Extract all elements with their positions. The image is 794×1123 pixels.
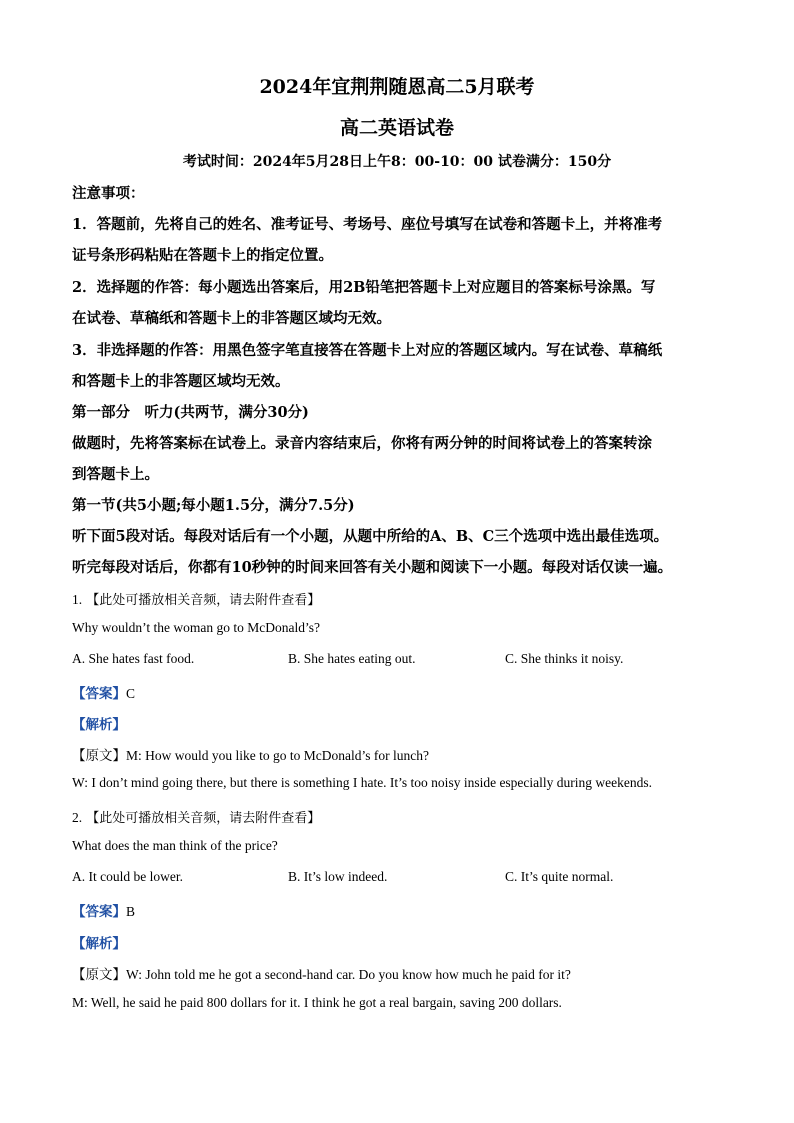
notice-item-1: 1．答题前，先将自己的姓名、准考证号、考场号、座位号填写在试卷和答题卡上，并将准考 [72, 216, 663, 233]
answer-label: 【答案】 [72, 686, 126, 702]
notice-item-1-cont: 证号条形码粘贴在答题卡上的指定位置。 [72, 247, 333, 264]
question-1-original-cont: W: I don’t mind going there, but there is something I hate. It’s too noisy inside especially during weekends. [72, 775, 653, 790]
notice-heading: 注意事项： [72, 185, 145, 202]
original-text: M: How would you like to go to McDonald’s for lunch? [126, 748, 429, 763]
question-2-answer [72, 900, 135, 920]
notice-item-2: 2．选择题的作答：每小题选出答案后，用2B铅笔把答题卡上对应题目的答案标号涂黑。写 [72, 279, 656, 296]
original-text: W: John told me he got a second-hand car. Do you know how much he paid for it? [126, 967, 571, 982]
answer-label: 【答案】 [72, 904, 126, 920]
question-1-text: Why wouldn’t the woman go to McDonald’s? [72, 620, 320, 635]
question-1-audio-note [72, 589, 320, 608]
original-label: 【原文】 [72, 967, 126, 983]
question-1-option-b: B. She hates eating out. [288, 651, 416, 666]
question-2-option-a: A. It could be lower. [72, 869, 183, 884]
question-1-original [72, 744, 429, 764]
exam-info: 考试时间：2024年5月28日上午8：00-10：00 试卷满分：150分 [182, 154, 612, 170]
part1-heading: 第一部分 听力(共两节，满分30分) [72, 404, 309, 421]
notice-item-3: 3．非选择题的作答：用黑色签字笔直接答在答题卡上对应的答题区域内。写在试卷、草稿纸 [72, 342, 663, 359]
question-1-option-c: C. She thinks it noisy. [505, 651, 624, 666]
question-2-original [72, 963, 571, 983]
question-number: 1. [72, 592, 83, 607]
question-2-original-cont: M: Well, he said he paid 800 dollars for it. I think he got a real bargain, saving 200 dollars. [72, 995, 562, 1010]
section1-instruction-cont: 听完每段对话后，你都有10秒钟的时间来回答有关小题和阅读下一小题。每段对话仅读一遍。 [72, 559, 673, 576]
exam-title: 2024年宜荆荆随恩高二5月联考 [259, 76, 535, 98]
part1-instruction: 做题时，先将答案标在试卷上。录音内容结束后，你将有两分钟的时间将试卷上的答案转涂 [72, 435, 652, 452]
question-2-option-b: B. It’s low indeed. [288, 869, 388, 884]
question-1-answer [72, 682, 135, 702]
question-2-text: What does the man think of the price? [72, 838, 278, 853]
question-1-option-a: A. She hates fast food. [72, 651, 195, 666]
question-2-audio-note [72, 807, 320, 826]
audio-note[interactable]: 【此处可播放相关音频，请去附件查看】 [86, 811, 321, 826]
question-number: 2. [72, 810, 83, 825]
notice-item-2-cont: 在试卷、草稿纸和答题卡上的非答题区域均无效。 [72, 310, 391, 327]
audio-note[interactable]: 【此处可播放相关音频，请去附件查看】 [86, 593, 321, 608]
section1-instruction: 听下面5段对话。每段对话后有一个小题，从题中所给的A、B、C三个选项中选出最佳选项。 [72, 528, 669, 545]
part1-instruction-cont: 到答题卡上。 [72, 466, 159, 483]
question-1-analysis-label: 【解析】 [72, 717, 126, 733]
original-label: 【原文】 [72, 748, 126, 764]
answer-value: C [126, 686, 136, 701]
question-2-option-c: C. It’s quite normal. [505, 869, 614, 884]
question-2-analysis-label: 【解析】 [72, 936, 126, 952]
section1-heading: 第一节(共5小题;每小题1.5分，满分7.5分) [72, 497, 355, 514]
exam-subtitle: 高二英语试卷 [339, 117, 454, 139]
notice-item-3-cont: 和答题卡上的非答题区域均无效。 [72, 373, 290, 390]
answer-value: B [126, 904, 136, 919]
